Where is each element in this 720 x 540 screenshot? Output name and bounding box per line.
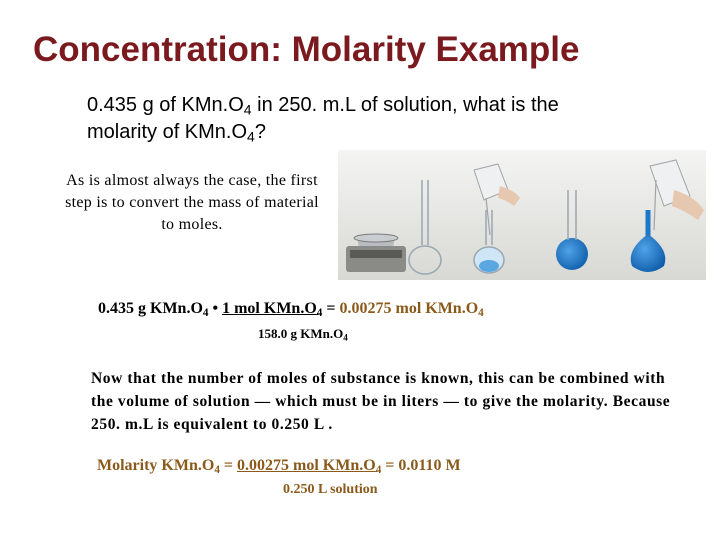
molarity-denominator: 0.250 L solution — [283, 482, 378, 497]
slide-title: Concentration: Molarity Example — [33, 30, 580, 69]
problem-statement: 0.435 g of $KMn.O_4$ in 250. m.L of solution, what is the molarity of $KMn.O_4$? — [87, 94, 559, 145]
molarity-calculation: Molarity $KMn.O_4 = 0.00275$ mol $KMn.O_4 = 0.0110$ M — [97, 457, 461, 476]
moles-denominator: 158.0 g $KMn.O_4$ — [258, 326, 348, 343]
explanation-paragraph: Now that the number of moles of substance is known, this can be combined with the volume of solution — which must be in liters — to give the molarity. Because 250. m.L is equivalent to 0.250 L . — [91, 370, 671, 433]
lab-photo — [338, 150, 706, 280]
intro-text: As is almost always the case, the first step is to convert the mass of material to moles. — [65, 172, 319, 233]
moles-calculation: 0.435 g $KMn.O_4$ • 1 mol $KMn.O_4 = 0.00275$ mol $KMn.O_4$ — [98, 300, 484, 319]
balance-image — [346, 234, 406, 272]
